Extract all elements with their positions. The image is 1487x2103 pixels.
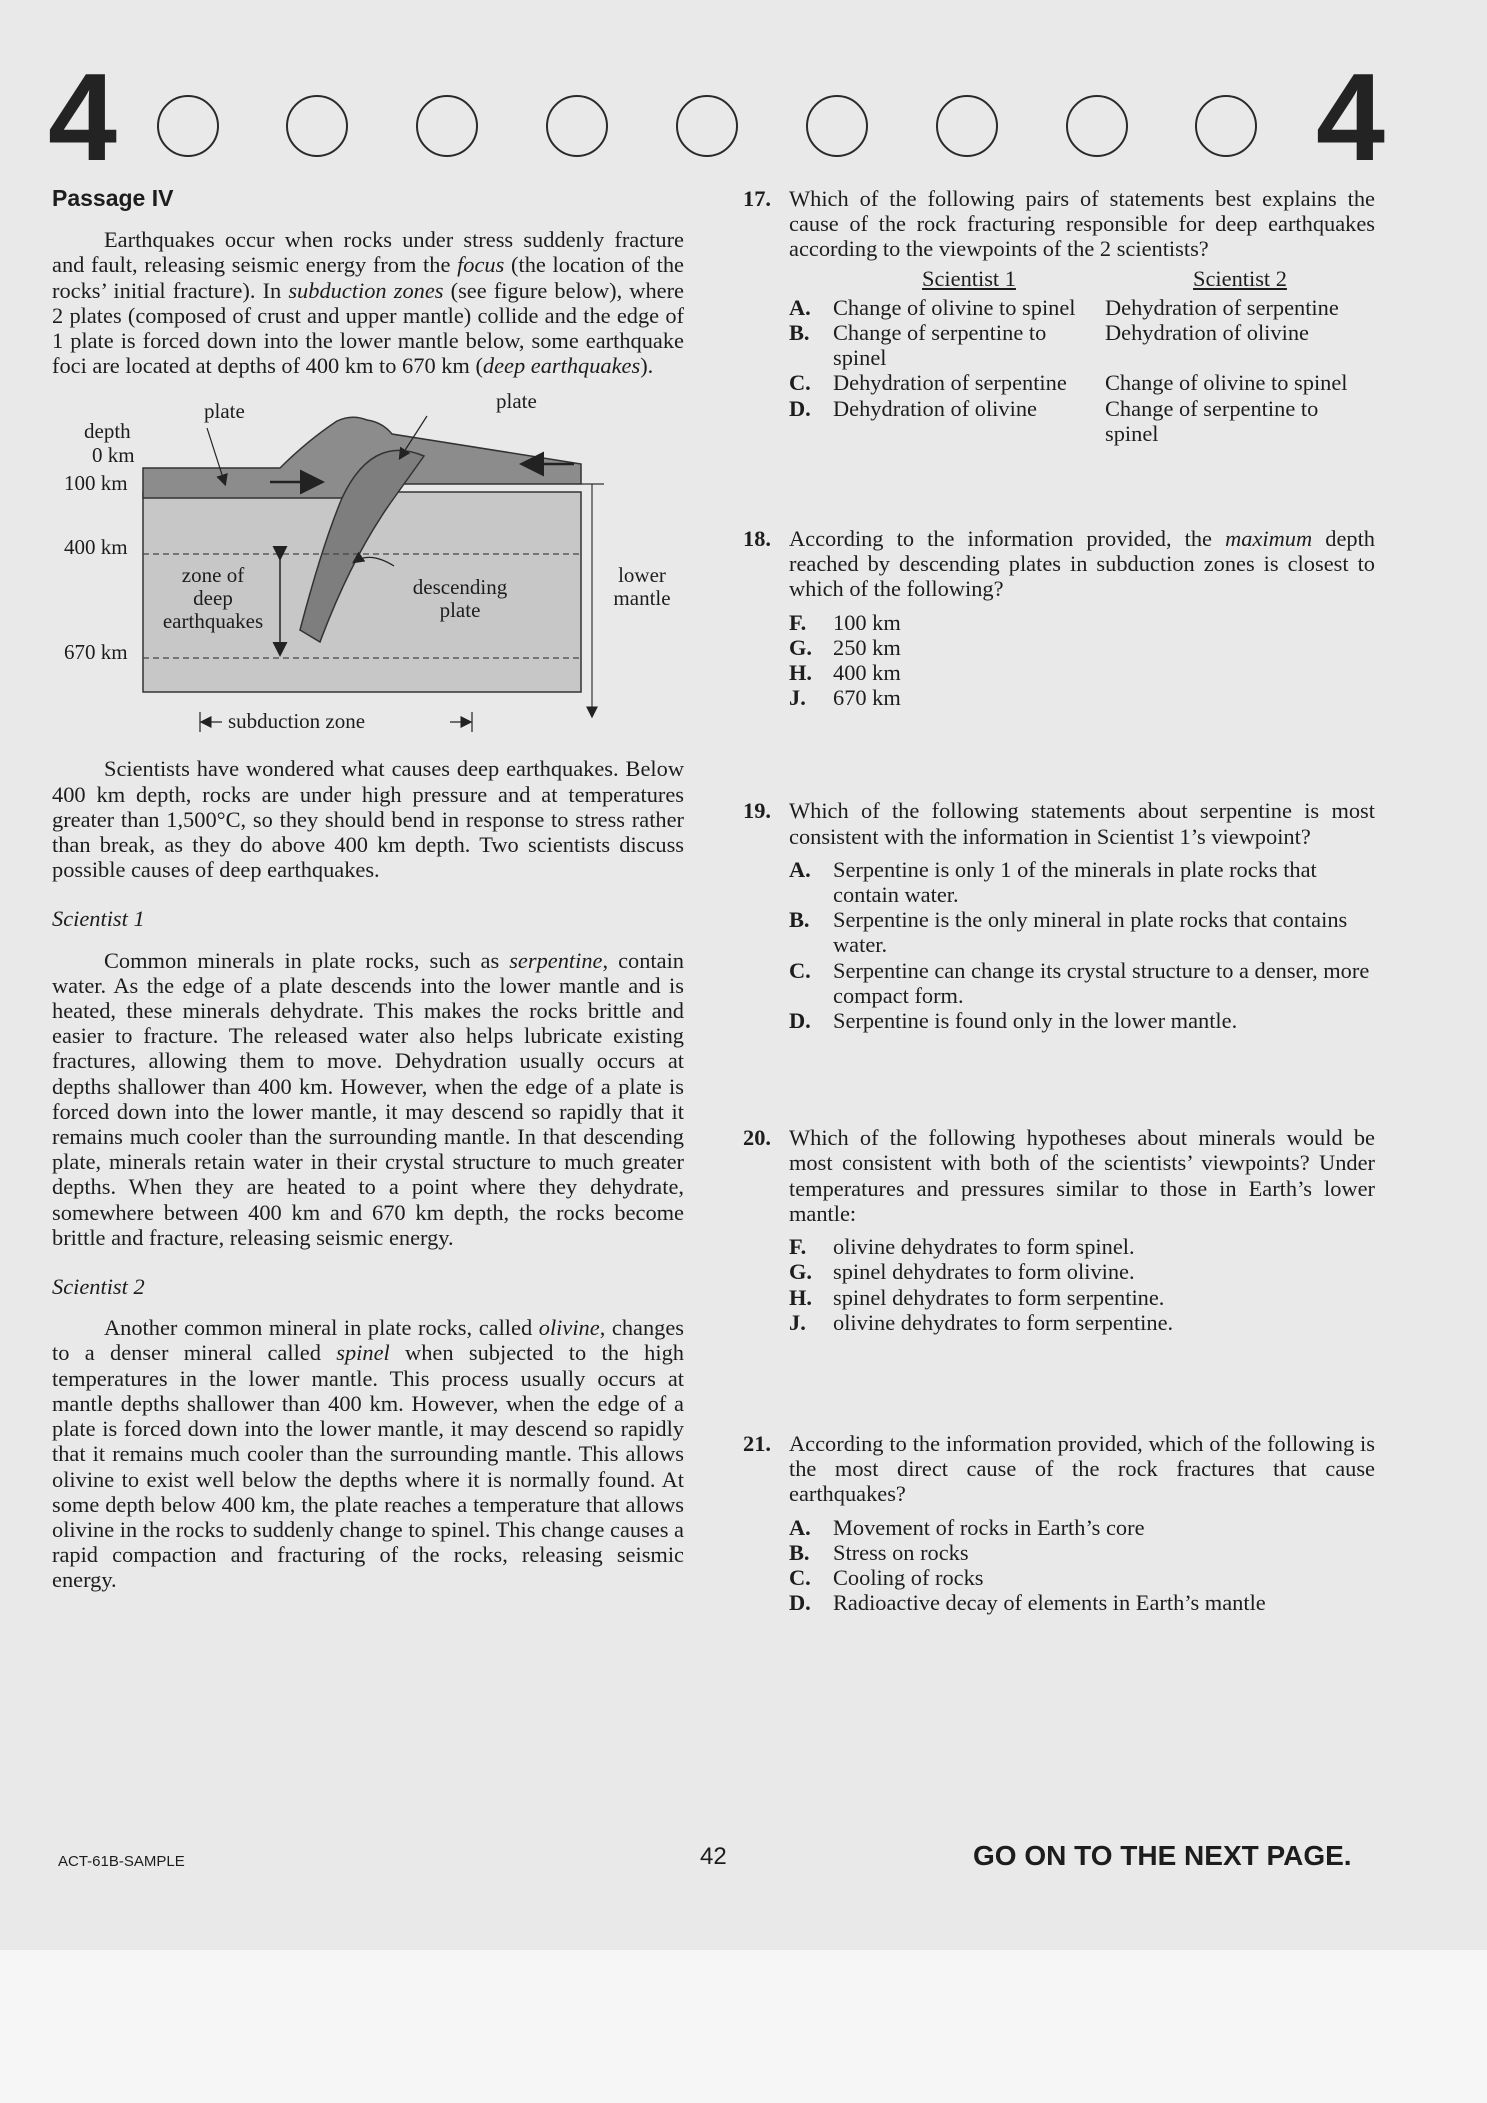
answer-option[interactable] — [789, 1515, 1375, 1540]
answer-option[interactable] — [789, 660, 1375, 685]
question-number: 20. — [743, 1125, 771, 1151]
subduction-zone-label: subduction zone — [228, 709, 366, 734]
term-subduction-zones: subduction zones — [288, 277, 444, 303]
answer-d-scientist-2: Change of serpentine to spinel — [1105, 395, 1319, 446]
scientist-2-text — [52, 1315, 684, 1592]
option-text: Stress on rocks — [833, 1539, 969, 1565]
form-code: ACT-61B-SAMPLE — [58, 1853, 185, 1870]
stem-text: According to the information provided, the — [789, 526, 1226, 552]
question-number: 21. — [743, 1430, 771, 1456]
column-header-scientist-2: Scientist 2 — [1193, 265, 1287, 291]
intro-text: (see figure below), where 2 plates (composed of crust and upper mantle) collide and the edge of 1 plate is forced down into the lower mantle below, some earthquake foci are located at depths of 400 km to 670 km ( — [52, 277, 684, 379]
answer-option-a[interactable]: A. — [789, 294, 811, 320]
descending-plate-label — [400, 576, 520, 622]
term-olivine: olivine — [538, 1315, 600, 1341]
option-letter: C. — [789, 1564, 811, 1590]
term-focus: focus — [457, 252, 505, 278]
zone-label-line: deep — [193, 586, 233, 611]
term-spinel: spinel — [336, 1340, 390, 1366]
answer-option[interactable] — [789, 1310, 1375, 1335]
option-letter: G. — [789, 634, 813, 660]
plate-label-left: plate — [204, 399, 245, 424]
question-20 — [743, 1125, 1375, 1335]
option-text: olivine dehydrates to form spinel. — [833, 1234, 1135, 1260]
answer-a-scientist-2: Dehydration of serpentine — [1105, 294, 1339, 320]
passage-paragraph-2: Scientists have wondered what causes deep earthquakes. Below 400 km depth, rocks are under high pressure and at temperatures greater than 1,500°C, so they should bend in response to stress rather than break, as they do above 400 km depth. Two scientists discuss possible causes of deep earthquakes. — [52, 756, 684, 883]
option-letter: H. — [789, 1284, 813, 1310]
answer-option[interactable] — [789, 635, 1375, 660]
option-text: Serpentine can change its crystal structure to a denser, more compact form. — [833, 957, 1370, 1008]
option-text: Serpentine is the only mineral in plate rocks that contains water. — [833, 907, 1348, 958]
question-18 — [743, 526, 1375, 710]
question-21 — [743, 1431, 1375, 1615]
page-number: 42 — [700, 1843, 727, 1870]
answer-option[interactable] — [789, 685, 1375, 710]
next-page-notice: GO ON TO THE NEXT PAGE. — [973, 1840, 1352, 1871]
answer-option[interactable] — [789, 907, 1375, 957]
answer-option[interactable] — [789, 610, 1375, 635]
option-text: olivine dehydrates to form serpentine. — [833, 1309, 1174, 1335]
option-letter: H. — [789, 660, 813, 686]
option-letter: D. — [789, 1008, 811, 1034]
sci1-text: , contain water. As the edge of a plate descends into the lower mantle and is heated, these minerals dehydrate. This makes the rocks brittle and easier to fracture. The released water also helps lubricate existing fractures, allowing them to move. Dehydration usually occurs at depths shallower than 400 km. However, when the edge of a plate is forced down into the lower mantle, it may descend so rapidly that it remains much cooler than the surrounding mantle. In that descending plate, minerals retain water in their crystal structure to much greater depths. When they are heated to a point where they dehydrate, somewhere between 400 km and 670 km depth, the rocks become brittle and fracture, releasing seismic energy. — [52, 947, 684, 1250]
depth-400-label: 400 km — [64, 535, 128, 560]
answer-option[interactable] — [789, 1540, 1375, 1565]
question-stem: Which of the following statements about serpentine is most consistent with the information in Scientist 1’s viewpoint? — [789, 798, 1375, 849]
option-letter: A. — [789, 1514, 811, 1540]
depth-0-label: 0 km — [92, 443, 135, 468]
option-text: 100 km — [833, 609, 901, 635]
option-letter: F. — [789, 609, 807, 635]
option-text: 400 km — [833, 660, 901, 686]
scientist-1-text — [52, 948, 684, 1250]
stem-emphasis: maximum — [1225, 526, 1313, 552]
intro-text: Earthquakes occur when rocks under stress suddenly fracture and fault, releasing seismic energy from the — [52, 227, 684, 278]
intro-text: ). — [640, 353, 654, 379]
option-text: Serpentine is found only in the lower mantle. — [833, 1008, 1238, 1034]
lower-mantle-line: lower — [618, 563, 666, 588]
question-number: 19. — [743, 798, 771, 824]
subduction-zone-figure — [52, 386, 684, 744]
sci1-text: Common minerals in plate rocks, such as — [104, 947, 510, 973]
descending-label-line: descending — [412, 575, 508, 600]
option-letter: D. — [789, 1590, 811, 1616]
answer-options — [789, 1515, 1375, 1616]
answer-c-scientist-2: Change of olivine to spinel — [1105, 370, 1348, 396]
subduction-diagram — [52, 386, 684, 744]
option-text: 250 km — [833, 634, 901, 660]
plate-label-right: plate — [496, 389, 537, 414]
option-text: 670 km — [833, 685, 901, 711]
zone-label-line: zone of — [181, 563, 245, 588]
option-text: Cooling of rocks — [833, 1564, 984, 1590]
answer-option-b[interactable]: B. — [789, 320, 810, 346]
question-number: 17. — [743, 186, 771, 211]
option-text: Radioactive decay of elements in Earth’s mantle — [833, 1590, 1266, 1616]
zone-label — [150, 564, 276, 633]
option-letter: B. — [789, 1539, 810, 1565]
stem-text: depth reached by descending plates in subduction zones is closest to which of the following? — [789, 526, 1375, 602]
answer-option[interactable] — [789, 1590, 1375, 1615]
answer-b-scientist-2: Dehydration of olivine — [1105, 320, 1309, 346]
column-header-scientist-1: Scientist 1 — [922, 265, 1016, 291]
answer-b-scientist-1: Change of serpentine to spinel — [833, 320, 1047, 371]
depth-axis-label: depth — [84, 419, 131, 444]
header-circle — [1066, 95, 1128, 157]
option-text: Movement of rocks in Earth’s core — [833, 1514, 1145, 1540]
option-letter: C. — [789, 957, 811, 983]
header-circle — [676, 95, 738, 157]
option-letter: G. — [789, 1259, 813, 1285]
answer-option[interactable] — [789, 1565, 1375, 1590]
passage-column — [52, 186, 684, 1593]
question-stem: Which of the following hypotheses about minerals would be most consistent with both of the scientists’ viewpoints? Under temperatures and pressures similar to those in Earth’s lower mantle: — [789, 1125, 1375, 1226]
zone-label-line: earthquakes — [162, 609, 264, 634]
answer-d-scientist-1: Dehydration of olivine — [833, 395, 1037, 421]
passage-title: Passage IV — [52, 185, 174, 211]
option-letter: B. — [789, 907, 810, 933]
answer-table — [789, 266, 1375, 446]
table-corner — [789, 266, 833, 295]
header-circle — [546, 95, 608, 157]
header-circle — [416, 95, 478, 157]
questions-column — [743, 186, 1375, 1615]
header-circle — [286, 95, 348, 157]
answer-options — [789, 610, 1375, 711]
sci2-text: , changes to a denser mineral called — [52, 1315, 684, 1366]
answer-option[interactable] — [789, 857, 1375, 907]
answer-option[interactable] — [789, 958, 1375, 1008]
depth-100-label: 100 km — [64, 471, 128, 496]
header-circle — [936, 95, 998, 157]
question-stem: According to the information provided, which of the following is the most direct cause of the rock fractures that cause earthquakes? — [789, 1430, 1375, 1507]
option-letter: A. — [789, 856, 811, 882]
header-circle — [1195, 95, 1257, 157]
intro-text: (the location of the rocks’ initial fracture). In — [52, 252, 684, 303]
passage-intro — [52, 227, 684, 378]
question-number: 18. — [743, 526, 771, 552]
scientist-2-heading: Scientist 2 — [52, 1274, 145, 1300]
question-17 — [743, 186, 1375, 446]
sci2-text: Another common mineral in plate rocks, called — [104, 1315, 539, 1341]
answer-option[interactable] — [789, 1259, 1375, 1284]
answer-option[interactable] — [789, 1234, 1375, 1259]
answer-options — [789, 857, 1375, 1033]
answer-option-c[interactable]: C. — [789, 370, 811, 396]
option-letter: J. — [789, 1309, 806, 1335]
option-text: spinel dehydrates to form olivine. — [833, 1259, 1135, 1285]
answer-option-d[interactable]: D. — [789, 395, 811, 421]
answer-option[interactable] — [789, 1008, 1375, 1033]
section-number-left: 4 — [48, 49, 117, 187]
depth-670-label: 670 km — [64, 640, 128, 665]
lower-mantle-label — [604, 564, 680, 610]
sci2-text: when subjected to the high temperatures in the lower mantle. This process usually occurs at mantle depths shallower than 400 km. However, when the edge of a plate is forced down into the lower mantle, it may descend so rapidly that it remains much cooler than the surrounding mantle. This allows olivine to exist well below the depths where it is normally found. At some depth below 400 km, the plate reaches a temperature that allows olivine in the rocks to suddenly change to spinel. This change causes a rapid compaction and fracturing of the rocks, releasing seismic energy. — [52, 1340, 684, 1593]
question-stem — [789, 526, 1375, 602]
answer-option[interactable] — [789, 1285, 1375, 1310]
option-letter: J. — [789, 685, 806, 711]
answer-a-scientist-1: Change of olivine to spinel — [833, 294, 1076, 320]
term-serpentine: serpentine — [509, 947, 603, 973]
question-19 — [743, 798, 1375, 1033]
header-circle — [806, 95, 868, 157]
descending-label-line: plate — [439, 598, 481, 623]
option-letter: F. — [789, 1234, 807, 1260]
option-text: Serpentine is only 1 of the minerals in plate rocks that contain water. — [833, 856, 1317, 908]
question-stem: Which of the following pairs of statements best explains the cause of the rock fracturing responsible for deep earthquakes according to the viewpoints of the 2 scientists? — [789, 186, 1375, 262]
lower-mantle-line: mantle — [613, 586, 671, 611]
header-circle — [157, 95, 219, 157]
section-number-right: 4 — [1316, 49, 1385, 187]
scientist-1-heading: Scientist 1 — [52, 906, 145, 932]
answer-c-scientist-1: Dehydration of serpentine — [833, 370, 1067, 396]
scan-background — [0, 1950, 1487, 2103]
answer-options — [789, 1234, 1375, 1335]
option-text: spinel dehydrates to form serpentine. — [833, 1284, 1165, 1310]
term-deep-earthquakes: deep earthquakes — [482, 353, 641, 379]
